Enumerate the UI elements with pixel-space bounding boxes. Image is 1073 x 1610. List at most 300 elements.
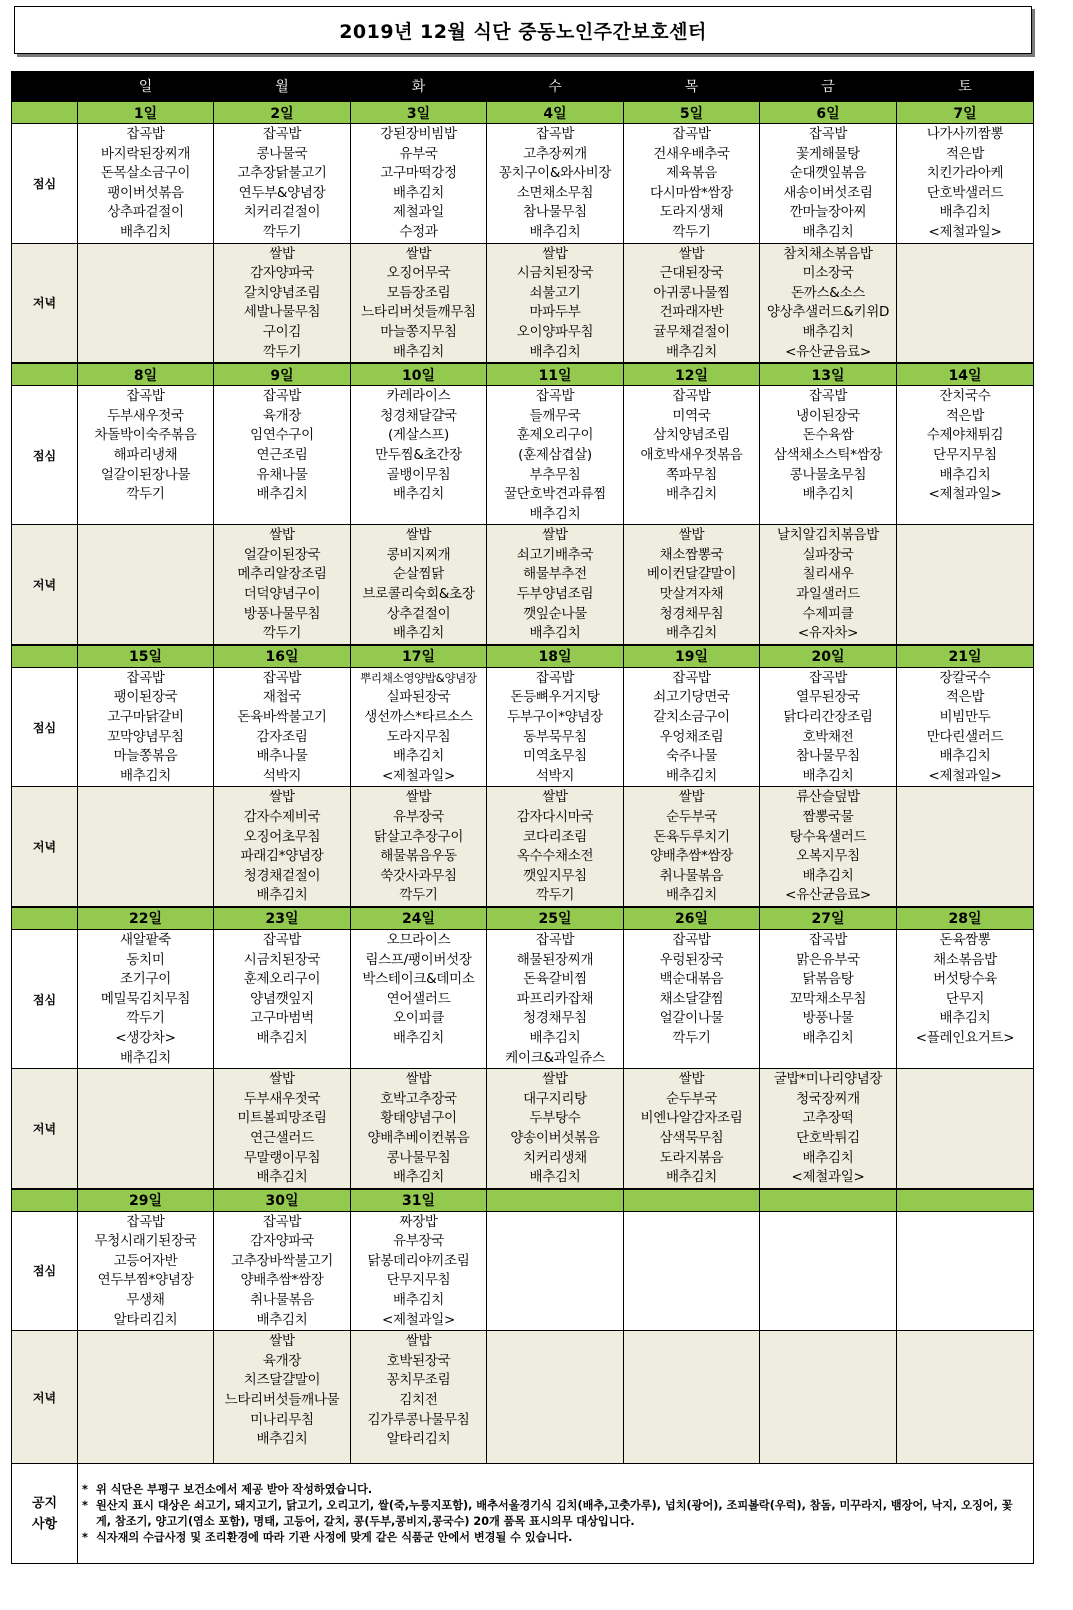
lunch-label: 점심 [12, 667, 78, 787]
menu-item: 도라지볶음 [659, 1149, 724, 1166]
menu-item: 배추김치 [802, 867, 854, 884]
date-cell: 25일 [487, 907, 624, 930]
dinner-cell [351, 243, 487, 363]
menu-item: 버섯탕수육 [933, 971, 997, 988]
dinner-cell [351, 1331, 487, 1464]
menu-item: 감자수제비국 [243, 809, 321, 825]
menu-item: 무생채 [126, 1292, 165, 1309]
menu-item: 닭다리간장조림 [783, 709, 873, 726]
menu-item: 배추김치 [393, 343, 444, 360]
menu-item: 단무지 [945, 990, 985, 1007]
lunch-cell [897, 1211, 1034, 1331]
lunch-cell [351, 386, 487, 525]
menu-item: 방풍나물무침 [243, 605, 321, 622]
dinner-cell [78, 243, 214, 363]
menu-item: 배추김치 [529, 343, 581, 360]
lunch-cell [487, 929, 624, 1068]
menu-item: 쌀밥 [542, 1071, 568, 1088]
menu-item: 귤무채겉절이 [653, 323, 730, 340]
menu-item: 메밀묵김치무침 [100, 990, 191, 1007]
menu-item: 모듬장조림 [386, 284, 451, 301]
menu-item: 동치미 [126, 951, 165, 968]
menu-item: 돈육바싹불고기 [237, 709, 327, 726]
menu-item: 고등어자반 [113, 1252, 178, 1269]
menu-item: 돈육갈비찜 [523, 971, 587, 988]
weekday-header: 목 [624, 72, 760, 102]
date-cell: 7일 [897, 101, 1034, 124]
dinner-cell [760, 1069, 897, 1189]
menu-item: 쌀밥 [678, 789, 705, 806]
lunch-cell [760, 386, 897, 525]
menu-item: <제철과일> [928, 767, 1002, 784]
menu-item: 팽이된장국 [113, 689, 178, 706]
dinner-row [12, 525, 1034, 645]
menu-item: 콩나물국 [256, 145, 308, 162]
dinner-cell [487, 1069, 624, 1189]
menu-item: 배추김치 [120, 767, 171, 784]
date-cell: 5일 [624, 101, 760, 124]
menu-item: 오이피클 [393, 1010, 444, 1027]
menu-item: 오므라이스 [386, 931, 451, 948]
menu-item: 돈등뼈우거지탕 [510, 689, 600, 706]
menu-item: 쌀밥 [542, 245, 568, 262]
menu-item: 배추김치 [939, 466, 991, 483]
lunch-cell [351, 667, 487, 787]
lunch-row [12, 124, 1034, 244]
menu-item: 청경채겉절이 [243, 867, 321, 884]
date-cell [897, 1189, 1034, 1212]
menu-item: 콩비지찌개 [386, 546, 451, 563]
menu-item: 취나물볶음 [659, 867, 724, 884]
dinner-cell [897, 787, 1034, 907]
menu-item: 김치전 [399, 1392, 438, 1409]
dinner-cell [351, 1069, 487, 1189]
menu-item: 맑은유부국 [796, 951, 860, 968]
menu-item: 쇠불고기 [529, 284, 581, 301]
menu-item: 잡곡밥 [126, 1213, 165, 1230]
dinner-row [12, 243, 1034, 363]
menu-item: 느타리버섯들깨나물 [224, 1392, 340, 1409]
menu-item: 파래김*양념장 [240, 848, 324, 865]
dinner-cell [897, 1069, 1034, 1189]
menu-item: 잡곡밥 [672, 931, 711, 948]
menu-item: 탕수육샐러드 [789, 828, 867, 845]
menu-item: 연두부&양념장 [238, 184, 326, 201]
lunch-cell [897, 124, 1034, 244]
menu-item: 세발나물무침 [243, 304, 321, 321]
dinner-cell [897, 243, 1034, 363]
menu-item: 깻잎순나물 [523, 605, 587, 622]
menu-item: 배추김치 [666, 625, 717, 642]
menu-item: 상추파겉절이 [107, 204, 184, 221]
dinner-cell [487, 525, 624, 645]
menu-item: 고추장닭불고기 [237, 165, 327, 182]
menu-item: 잡곡밥 [535, 388, 575, 405]
dinner-cell [487, 787, 624, 907]
date-row-label [12, 101, 78, 124]
lunch-cell [214, 929, 351, 1068]
menu-item: 콩나물초무침 [789, 466, 867, 483]
menu-item: 돈육짬뽕 [939, 931, 991, 948]
date-cell: 30일 [214, 1189, 351, 1212]
menu-item: 오징어무국 [386, 265, 451, 282]
menu-item: 단호박샐러드 [926, 184, 1004, 201]
lunch-cell [624, 667, 760, 787]
lunch-cell [214, 667, 351, 787]
dinner-row [12, 787, 1034, 907]
date-cell: 21일 [897, 645, 1034, 668]
lunch-label: 점심 [12, 124, 78, 244]
menu-item: 잡곡밥 [808, 126, 848, 142]
lunch-cell [351, 929, 487, 1068]
menu-item: 적은밥 [945, 145, 985, 162]
lunch-row [12, 929, 1034, 1068]
dinner-cell [214, 243, 351, 363]
menu-item: 닭살고추장구이 [373, 828, 464, 845]
lunch-row [12, 667, 1034, 787]
menu-item: 취나물볶음 [250, 1292, 314, 1309]
menu-item: 조기구이 [120, 971, 171, 988]
lunch-cell [487, 386, 624, 525]
menu-item: 배추김치 [529, 1169, 581, 1186]
menu-item: 쑥갓사과무침 [380, 867, 457, 884]
menu-item: 도라지생채 [659, 204, 724, 221]
menu-item: <유산균음료> [785, 887, 871, 904]
menu-item: 청경채달걀국 [380, 407, 457, 424]
dinner-cell [624, 243, 760, 363]
menu-item: 다시마쌈*쌈장 [650, 184, 733, 201]
lunch-cell [760, 1211, 897, 1331]
menu-item: 쇠고기당면국 [653, 689, 730, 706]
menu-item: 배추김치 [256, 486, 308, 503]
menu-item: 깍두기 [399, 887, 438, 904]
date-cell [624, 1189, 760, 1212]
date-cell: 24일 [351, 907, 487, 930]
menu-item: 유부장국 [393, 809, 444, 825]
lunch-cell [78, 124, 214, 244]
menu-item: 꿀단호박견과류찜 [504, 486, 606, 503]
date-cell: 12일 [624, 363, 760, 386]
menu-item: 배추김치 [393, 184, 444, 201]
menu-item: 쌀밥 [269, 245, 295, 262]
lunch-row [12, 1211, 1034, 1331]
menu-item: 배추김치 [802, 1149, 854, 1166]
menu-item: 쌀밥 [678, 1071, 705, 1088]
menu-item: 배추김치 [256, 887, 308, 904]
menu-item: 양상추샐러드&키위D [766, 304, 890, 321]
lunch-cell [897, 667, 1034, 787]
menu-item: 얼갈이된장국 [243, 546, 321, 563]
date-cell: 22일 [78, 907, 214, 930]
date-cell: 27일 [760, 907, 897, 930]
notice-item [82, 1498, 1027, 1530]
menu-item: 양념깻잎지 [250, 990, 314, 1007]
menu-item: 숙주나물 [666, 748, 717, 765]
menu-item: 잡곡밥 [262, 126, 302, 142]
menu-item: 새송이버섯조림 [783, 184, 873, 201]
menu-item: 고추장떡 [802, 1110, 854, 1127]
menu-item: 배추김치 [120, 1049, 171, 1066]
menu-item: 채소짬뽕국 [659, 546, 724, 563]
lunch-cell [624, 929, 760, 1068]
dinner-cell [760, 243, 897, 363]
menu-item: 얼갈이나물 [659, 1010, 724, 1027]
menu-item: 고추장찌개 [523, 145, 587, 162]
menu-item: 순대깻잎볶음 [789, 165, 867, 182]
menu-item: 시금치된장국 [243, 951, 321, 968]
menu-item: 미트볼피망조림 [237, 1110, 327, 1127]
menu-item: 미역초무침 [523, 748, 587, 765]
menu-item: 배추김치 [529, 1029, 581, 1046]
menu-item: 치커리겉절이 [243, 204, 321, 221]
menu-item: 배추김치 [393, 748, 444, 765]
menu-item: 깍두기 [672, 223, 711, 240]
menu-item: 날치알김치볶음밥 [777, 527, 879, 544]
date-cell: 28일 [897, 907, 1034, 930]
lunch-cell [214, 1211, 351, 1331]
menu-item: <유산균음료> [785, 343, 871, 360]
menu-item: 제육볶음 [666, 165, 717, 182]
menu-item: 배추김치 [666, 486, 717, 503]
menu-item: 차돌박이숙주볶음 [94, 427, 197, 444]
date-row [12, 907, 1034, 930]
lunch-cell [487, 124, 624, 244]
menu-item: 잡곡밥 [535, 669, 575, 686]
menu-item: 배추김치 [529, 223, 581, 240]
menu-item: 쌀밥 [678, 245, 705, 262]
menu-item: 임연수구이 [250, 427, 314, 444]
menu-item: 훈제오리구이 [243, 971, 321, 988]
menu-item: 새알팥죽 [120, 931, 171, 948]
menu-item: 호박된장국 [386, 1352, 451, 1369]
menu-item: 배추김치 [802, 486, 854, 503]
menu-item: 쌀밥 [405, 1071, 432, 1088]
dinner-cell [624, 525, 760, 645]
menu-item: 호박채전 [802, 728, 854, 745]
weekday-header-row [12, 72, 1034, 102]
dinner-cell [78, 525, 214, 645]
lunch-cell [760, 124, 897, 244]
menu-item: 해파리냉채 [113, 446, 178, 463]
menu-item: 파프리카잡채 [516, 990, 594, 1007]
menu-table [11, 71, 1034, 1564]
menu-item: 육개장 [262, 407, 302, 424]
notice-text: 위 식단은 부평구 보건소에서 제공 받아 작성하였습니다. [96, 1482, 373, 1496]
notice-item [82, 1530, 1027, 1546]
asterisk-icon: * [82, 1530, 88, 1544]
menu-item: 참나물무침 [796, 748, 860, 765]
menu-item: 배추김치 [256, 1431, 308, 1448]
dinner-cell [487, 243, 624, 363]
menu-item: 채소볶음밥 [933, 951, 997, 968]
menu-item: 제철과일 [393, 204, 444, 221]
date-row-label [12, 907, 78, 930]
menu-item: <제철과일> [791, 1169, 865, 1186]
menu-item: 꽃게해물탕 [796, 145, 860, 162]
menu-item: 수정과 [399, 223, 438, 240]
menu-item: 건파래자반 [659, 304, 724, 321]
dinner-label: 저녁 [12, 525, 78, 645]
menu-item: 대구지리탕 [523, 1090, 587, 1107]
menu-item: 비엔나알감자조림 [640, 1110, 743, 1127]
menu-item: 마파두부 [529, 304, 581, 321]
menu-item: 갈치소금구이 [653, 709, 730, 726]
menu-item: 바지락된장찌개 [100, 145, 191, 162]
menu-item: 열무된장국 [796, 689, 860, 706]
dinner-cell [760, 525, 897, 645]
menu-item: 삼치양념조림 [653, 427, 730, 444]
menu-item: 코다리조림 [523, 828, 587, 845]
dinner-row [12, 1069, 1034, 1189]
menu-item: 호박고추장국 [380, 1090, 457, 1107]
menu-item: 치즈달걀말이 [243, 1372, 321, 1389]
menu-item: 꽁치구이&와사비장 [498, 165, 612, 182]
menu-item: 석박지 [535, 767, 575, 784]
menu-item: 청경채무침 [523, 1010, 587, 1027]
menu-item: 브로콜리숙회&초장 [362, 586, 475, 603]
menu-item: 닭봉데리야끼조림 [367, 1252, 470, 1269]
weekday-header: 월 [214, 72, 351, 102]
menu-item: 두부새우젓국 [243, 1090, 321, 1107]
menu-item: 순살찜닭 [393, 566, 444, 583]
date-row [12, 1189, 1034, 1212]
menu-item: 쌀밥 [269, 1333, 295, 1350]
menu-item: 베이컨달걀말이 [646, 566, 737, 583]
menu-item: 잡곡밥 [262, 931, 302, 948]
menu-item: 옥수수채소전 [516, 848, 594, 865]
date-cell: 31일 [351, 1189, 487, 1212]
lunch-label: 점심 [12, 1211, 78, 1331]
menu-item: 배추김치 [393, 486, 444, 503]
menu-item: 배추김치 [802, 323, 854, 340]
menu-item: 무청시래기된장국 [94, 1233, 197, 1250]
menu-item: 미나리무침 [250, 1411, 314, 1428]
date-cell: 17일 [351, 645, 487, 668]
dinner-cell [760, 1331, 897, 1464]
lunch-cell [624, 124, 760, 244]
menu-item: 두부구이*양념장 [507, 709, 603, 726]
menu-item: 배추김치 [666, 767, 717, 784]
menu-item: 백순대볶음 [659, 971, 724, 988]
menu-item: 닭볶음탕 [802, 971, 854, 988]
date-cell: 15일 [78, 645, 214, 668]
menu-item: (게살스프) [388, 427, 449, 444]
lunch-cell [78, 386, 214, 525]
menu-item: 류산슬덮밥 [796, 789, 860, 806]
menu-item: 알타리김치 [113, 1311, 178, 1328]
menu-item: 석박지 [262, 767, 302, 784]
menu-item: 잡곡밥 [262, 669, 302, 686]
lunch-row [12, 386, 1034, 525]
menu-item: 배추김치 [393, 1292, 444, 1309]
lunch-cell [78, 929, 214, 1068]
menu-item: (훈제삼겹살) [518, 446, 592, 463]
menu-item: 미소장국 [802, 265, 854, 282]
menu-item: 쌀밥 [542, 527, 568, 544]
menu-item: 고구마범벅 [250, 1010, 314, 1027]
menu-item: 두부양념조림 [516, 586, 594, 603]
date-cell: 23일 [214, 907, 351, 930]
menu-item: 잡곡밥 [808, 931, 848, 948]
date-cell: 11일 [487, 363, 624, 386]
menu-item: 실파된장국 [386, 689, 451, 706]
menu-item: 마늘쫑지무침 [380, 323, 457, 340]
menu-item: 배추김치 [256, 1029, 308, 1046]
menu-item: 치커리생채 [523, 1149, 587, 1166]
menu-item: 배추김치 [393, 1029, 444, 1046]
menu-item: 순두부국 [666, 809, 717, 825]
date-row-label [12, 1189, 78, 1212]
menu-item: 배추김치 [529, 625, 581, 642]
menu-item: 배추김치 [393, 625, 444, 642]
menu-item: 감자조림 [256, 728, 308, 745]
menu-item: <유자차> [797, 625, 859, 642]
menu-item: 오복지무침 [796, 848, 860, 865]
menu-item: 배추김치 [256, 1311, 308, 1328]
menu-item: 연두부찜*양념장 [97, 1272, 194, 1289]
lunch-cell [760, 929, 897, 1068]
dinner-cell [487, 1331, 624, 1464]
date-cell: 14일 [897, 363, 1034, 386]
menu-item: 무말랭이무침 [243, 1149, 321, 1166]
page-title: 2019년 12월 식단 중동노인주간보호센터 [14, 6, 1032, 54]
menu-item: 참나물무침 [523, 204, 587, 221]
menu-item: 깍두기 [672, 1029, 711, 1046]
dinner-label: 저녁 [12, 243, 78, 363]
menu-item: 쌀밥 [405, 789, 432, 806]
menu-item: 연근조림 [256, 446, 308, 463]
menu-item: 잡곡밥 [262, 388, 302, 405]
menu-item: 비빔만두 [939, 709, 991, 726]
menu-item: 쌀밥 [405, 527, 432, 544]
menu-item: 깐마늘장아찌 [789, 204, 867, 221]
menu-item: 배추나물 [256, 748, 308, 765]
date-cell: 9일 [214, 363, 351, 386]
menu-item: 잡곡밥 [808, 388, 848, 405]
menu-item: 잔치국수 [939, 388, 991, 405]
menu-item: 잡곡밥 [535, 931, 575, 948]
menu-item: 부추무침 [529, 466, 581, 483]
menu-item: 림스프/팽이버섯장 [365, 951, 472, 968]
dinner-cell [214, 1069, 351, 1189]
date-cell: 8일 [78, 363, 214, 386]
menu-item: 청경채무침 [659, 605, 724, 622]
menu-item: 잡곡밥 [126, 126, 165, 142]
notice-row [12, 1464, 1034, 1564]
menu-item: 만다린샐러드 [926, 728, 1004, 745]
menu-item: 우엉채조림 [659, 728, 724, 745]
notice-text: 원산지 표시 대상은 쇠고기, 돼지고기, 닭고기, 오리고기, 쌀(죽,누룽지포함), 배추서울경기식 김치(배추,고춧가루), 넙치(광어), 조피볼락(우럭), 참돔, 미꾸라지, 뱀장어, 낙지, 오징어, 꽃게, 참조기, 양고기(염소 포함), 명태, 고등어, 갈치, 콩(두부,콩비지,콩국수) 20개 품목 표시의무 대상입니다. [96, 1498, 1013, 1528]
lunch-cell [214, 386, 351, 525]
date-cell: 19일 [624, 645, 760, 668]
date-cell: 29일 [78, 1189, 214, 1212]
menu-item: 양배추쌈*쌈장 [240, 1272, 324, 1289]
menu-item: 배추김치 [939, 1010, 991, 1027]
menu-item: 잡곡밥 [672, 669, 711, 686]
date-cell: 3일 [351, 101, 487, 124]
menu-item: 소면채소무침 [516, 184, 594, 201]
menu-item: 느타리버섯들깨무침 [361, 304, 476, 321]
menu-item: 감자양파국 [250, 265, 314, 282]
menu-item: 연어샐러드 [386, 990, 451, 1007]
menu-item: <제철과일> [928, 486, 1002, 503]
menu-item: 훈제오리구이 [516, 427, 594, 444]
weekday-header: 일 [78, 72, 214, 102]
menu-item: 배추김치 [120, 223, 171, 240]
weekday-header: 수 [487, 72, 624, 102]
menu-item: 해물된장찌개 [516, 951, 594, 968]
menu-item: 배추김치 [256, 1169, 308, 1186]
